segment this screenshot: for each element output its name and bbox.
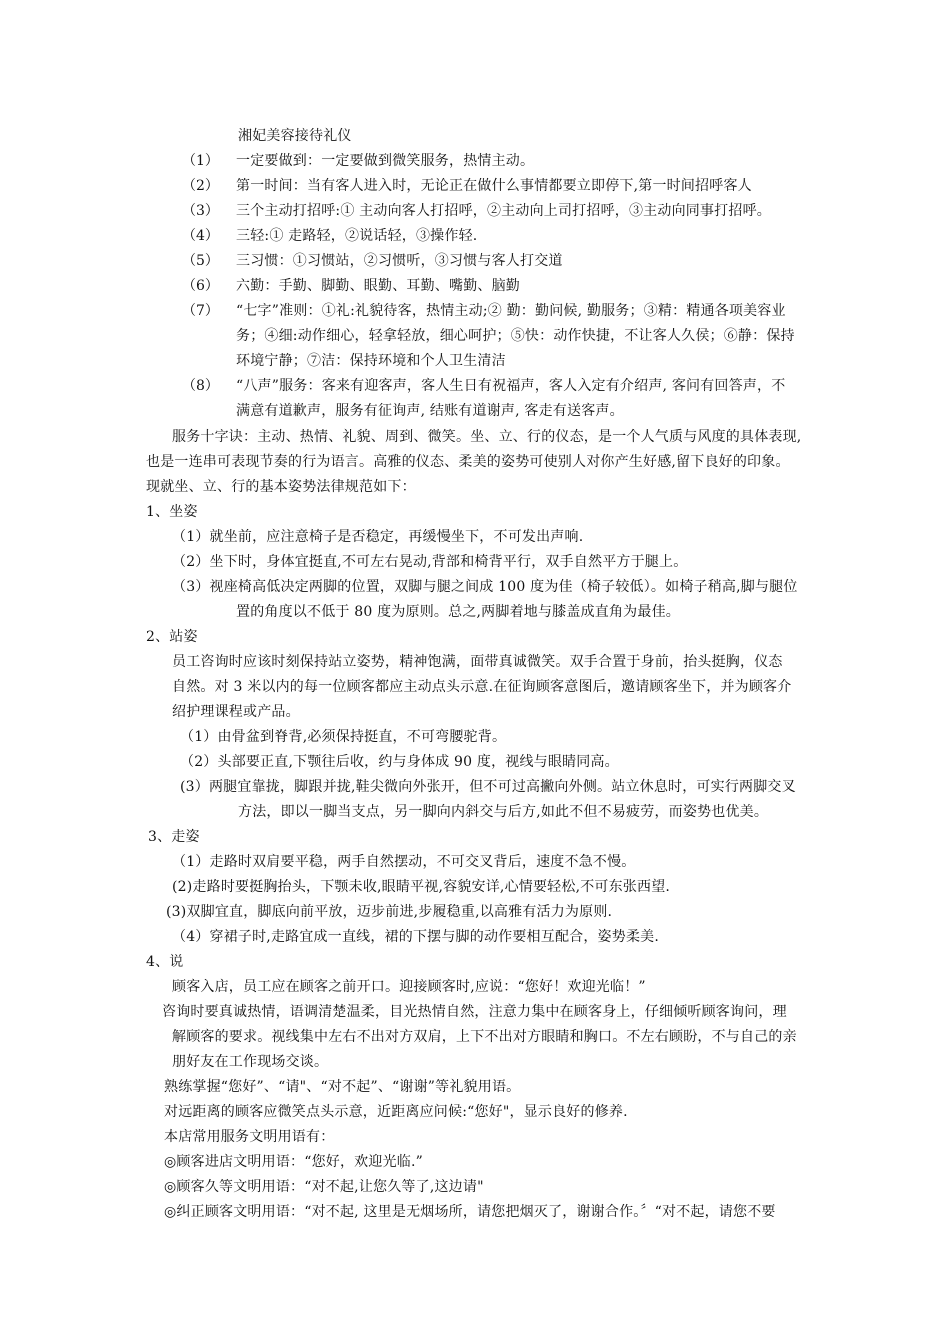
list-item: （2）坐下时，身体宜挺直,不可左右晃动,背部和椅背平行，双手自然平方于腿上。 (172, 554, 688, 570)
rule-text: 满意有道歉声，服务有征询声, 结账有道谢声, 客走有送客声。 (236, 403, 624, 419)
rule-text: “七字”准则：①礼:礼貌待客，热情主动;② 勤：勤问候, 勤服务；③精：精通各项美容业 (236, 303, 786, 319)
paragraph-line: 本店常用服务文明用语有： (164, 1129, 335, 1145)
paragraph-line: 熟练掌握“您好”、“请"、“对不起”、“谢谢”等礼貌用语。 (164, 1079, 521, 1095)
section-heading: 4、说 (146, 954, 184, 970)
paragraph-line: ◎顾客进店文明用语：“您好，欢迎光临.” (164, 1154, 423, 1170)
list-item: (2)走路时要挺胸抬头，下颚未收,眼睛平视,容貌安详,心情要轻松,不可东张西望. (172, 879, 671, 895)
paragraph-line: ◎顾客久等文明用语：“对不起,让您久等了,这边请" (164, 1179, 484, 1195)
list-item: (3）两腿宜靠拢，脚跟并拢,鞋尖微向外张开，但不可过高撇向外侧。站立休息时，可实行两脚交叉 (180, 779, 796, 795)
paragraph-line: 顾客入店，员工应在顾客之前开口。迎接顾客时,应说：“您好！欢迎光临！” (172, 979, 646, 995)
list-item: 方法，即以一脚当支点，另一脚向内斜交与后方,如此不但不易疲劳，而姿势也优美。 (238, 804, 769, 820)
intro-text: 服务十字诀：主动、热情、礼貌、周到、微笑。坐、立、行的仪态，是一个人气质与风度的具体表现, (172, 429, 802, 445)
rule-number: （4） (182, 228, 219, 244)
intro-text: 现就坐、立、行的基本姿势法律规范如下： (146, 479, 416, 495)
rule-text: 三轻:① 走路轻，②说话轻，③操作轻. (236, 228, 478, 244)
paragraph-line: 朋好友在工作现场交谈。 (172, 1054, 329, 1070)
list-item: （4）穿裙子时,走路宜成一直线，裙的下摆与脚的动作要相互配合，姿势柔美. (172, 929, 660, 945)
paragraph-line: ◎纠正顾客文明用语：“对不起, 这里是无烟场所，请您把烟灭了，谢谢合作。〞“对不起，请您不要 (164, 1204, 776, 1220)
rule-text: 环境宁静；⑦洁：保持环境和个人卫生清洁 (236, 353, 506, 369)
paragraph-line: 解顾客的要求。视线集中左右不出对方双肩，上下不出对方眼睛和胸口。不左右顾盼，不与自己的亲 (172, 1029, 797, 1045)
rule-number: （8） (182, 378, 219, 394)
paragraph-line: 对远距离的顾客应微笑点头示意，近距离应问候:“您好"，显示良好的修养. (164, 1104, 628, 1120)
rule-text: 务；④细:动作细心，轻拿轻放，细心呵护；⑤快：动作快捷，不让客人久侯；⑥静：保持 (236, 328, 795, 344)
section-heading: 1、坐姿 (146, 504, 198, 520)
list-item: (3)双脚宜直，脚底向前平放，迈步前进,步履稳重,以高雅有活力为原则. (166, 904, 613, 920)
rule-number: （3） (182, 203, 219, 219)
list-item: （1）走路时双肩要平稳，两手自然摆动，不可交叉背后，速度不急不慢。 (172, 854, 636, 870)
paragraph-line: 咨询时要真诚热情，语调清楚温柔，目光热情自然，注意力集中在顾客身上，仔细倾听顾客询问，理 (162, 1004, 787, 1020)
rule-number: （5） (182, 253, 219, 269)
rule-number: （7） (182, 303, 219, 319)
list-item: （1）由骨盆到脊背,必须保持挺直，不可弯腰驼背。 (180, 729, 507, 745)
paragraph-line: 自然。对 3 米以内的每一位顾客都应主动点头示意.在征询顾客意图后，邀请顾客坐下，并为顾客介 (172, 679, 792, 695)
rule-text: 三个主动打招呼:① 主动向客人打招呼，②主动向上司打招呼，③主动向同事打招呼。 (236, 203, 771, 219)
paragraph-line: 员工咨询时应该时刻保持站立姿势，精神饱满，面带真诚微笑。双手合置于身前，抬头挺胸，仪态 (172, 654, 783, 670)
list-item: （2）头部要正直,下颚往后收，约与身体成 90 度，视线与眼睛同高。 (180, 754, 619, 770)
rule-text: 第一时间：当有客人进入时，无论正在做什么事情都要立即停下,第一时间招呼客人 (236, 178, 752, 194)
section-heading: 2、站姿 (146, 629, 198, 645)
list-item: （1）就坐前，应注意椅子是否稳定，再缓慢坐下，不可发出声响. (172, 529, 584, 545)
intro-text: 也是一连串可表现节奏的行为语言。高雅的仪态、柔美的姿势可使别人对你产生好感,留下良好的印象。 (146, 454, 790, 470)
rule-number: （6） (182, 278, 219, 294)
list-item: 置的角度以不低于 80 度为原则。总之,两脚着地与膝盖成直角为最佳。 (236, 604, 680, 620)
rule-text: 三习惯：①习惯站，②习惯听，③习惯与客人打交道 (236, 253, 563, 269)
rule-number: （2） (182, 178, 219, 194)
document-title: 湘妃美容接待礼仪 (238, 128, 352, 144)
rule-text: “八声”服务：客来有迎客声，客人生日有祝福声，客人入定有介绍声, 客问有回答声，不 (236, 378, 786, 394)
list-item: （3）视座椅高低决定两脚的位置，双脚与腿之间成 100 度为佳（椅子较低）。如椅子稍高,脚与腿位 (172, 579, 798, 595)
rule-text: 一定要做到：一定要做到微笑服务，热情主动。 (236, 153, 535, 169)
rule-number: （1） (182, 153, 219, 169)
section-heading: 3、走姿 (148, 829, 200, 845)
rule-text: 六勤：手勤、脚勤、眼勤、耳勤、嘴勤、脑勤 (236, 278, 520, 294)
paragraph-line: 绍护理课程或产品。 (172, 704, 300, 720)
